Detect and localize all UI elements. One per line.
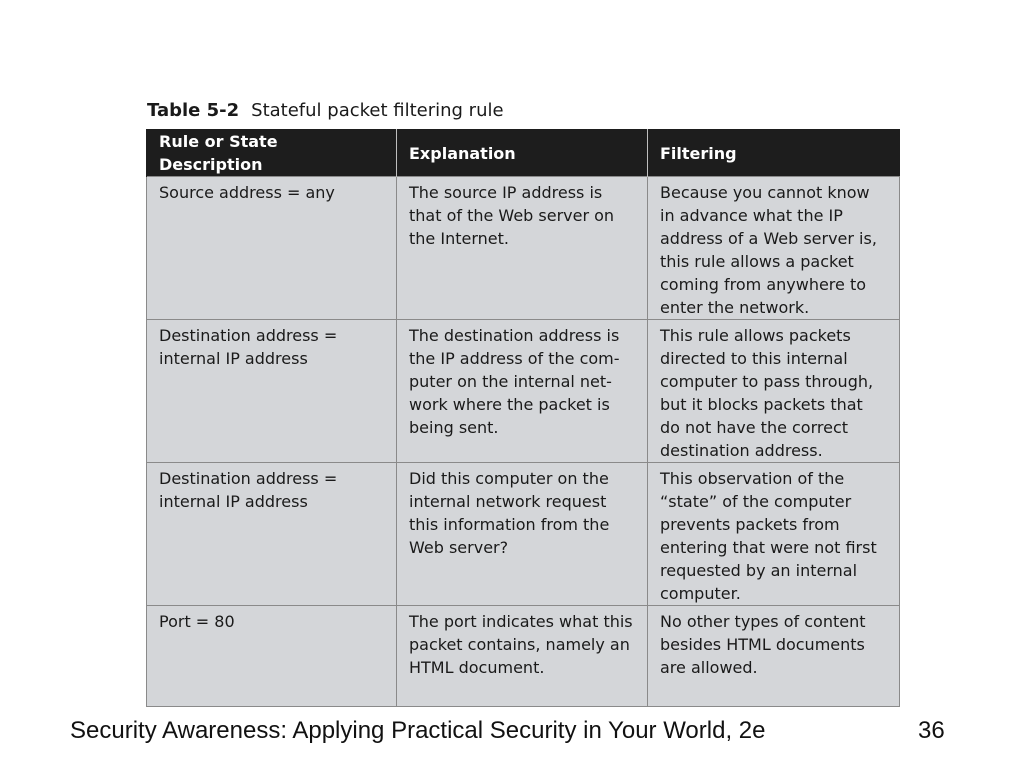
table-body bbox=[147, 177, 900, 707]
cell-filtering: Because you cannot know in advance what the IP address of a Web server is, this rule allows a packet coming from anywhere to enter the network. bbox=[648, 177, 900, 320]
table-header-row bbox=[147, 129, 900, 177]
table-caption-label: Table 5-2 bbox=[147, 100, 240, 121]
column-header-rule: Rule or State Description bbox=[147, 129, 397, 177]
table-row bbox=[147, 320, 900, 463]
table-caption-title: Stateful packet filtering rule bbox=[251, 100, 504, 121]
cell-explanation: The source IP address is that of the Web server on the Internet. bbox=[397, 177, 648, 320]
stateful-filtering-table bbox=[146, 129, 900, 707]
cell-rule: Destination address = internal IP address bbox=[147, 463, 397, 606]
table-row bbox=[147, 177, 900, 320]
table-row bbox=[147, 463, 900, 606]
footer-book-title: Security Awareness: Applying Practical Security in Your World, 2e bbox=[70, 717, 766, 744]
page-number: 36 bbox=[918, 717, 945, 744]
table-caption bbox=[147, 99, 504, 123]
table-row bbox=[147, 606, 900, 707]
cell-explanation: The destination address is the IP address of the com-puter on the internal net-work where the packet is being sent. bbox=[397, 320, 648, 463]
column-header-explanation: Explanation bbox=[397, 129, 648, 177]
cell-filtering: This rule allows packets directed to this internal computer to pass through, but it blocks packets that do not have the correct destination address. bbox=[648, 320, 900, 463]
cell-rule: Destination address = internal IP address bbox=[147, 320, 397, 463]
cell-explanation: Did this computer on the internal network request this information from the Web server? bbox=[397, 463, 648, 606]
cell-filtering: This observation of the “state” of the computer prevents packets from entering that were not first requested by an internal computer. bbox=[648, 463, 900, 606]
table-header bbox=[147, 129, 900, 177]
cell-rule: Port = 80 bbox=[147, 606, 397, 707]
cell-filtering: No other types of content besides HTML documents are allowed. bbox=[648, 606, 900, 707]
cell-explanation: The port indicates what this packet contains, namely an HTML document. bbox=[397, 606, 648, 707]
cell-rule: Source address = any bbox=[147, 177, 397, 320]
column-header-filtering: Filtering bbox=[648, 129, 900, 177]
